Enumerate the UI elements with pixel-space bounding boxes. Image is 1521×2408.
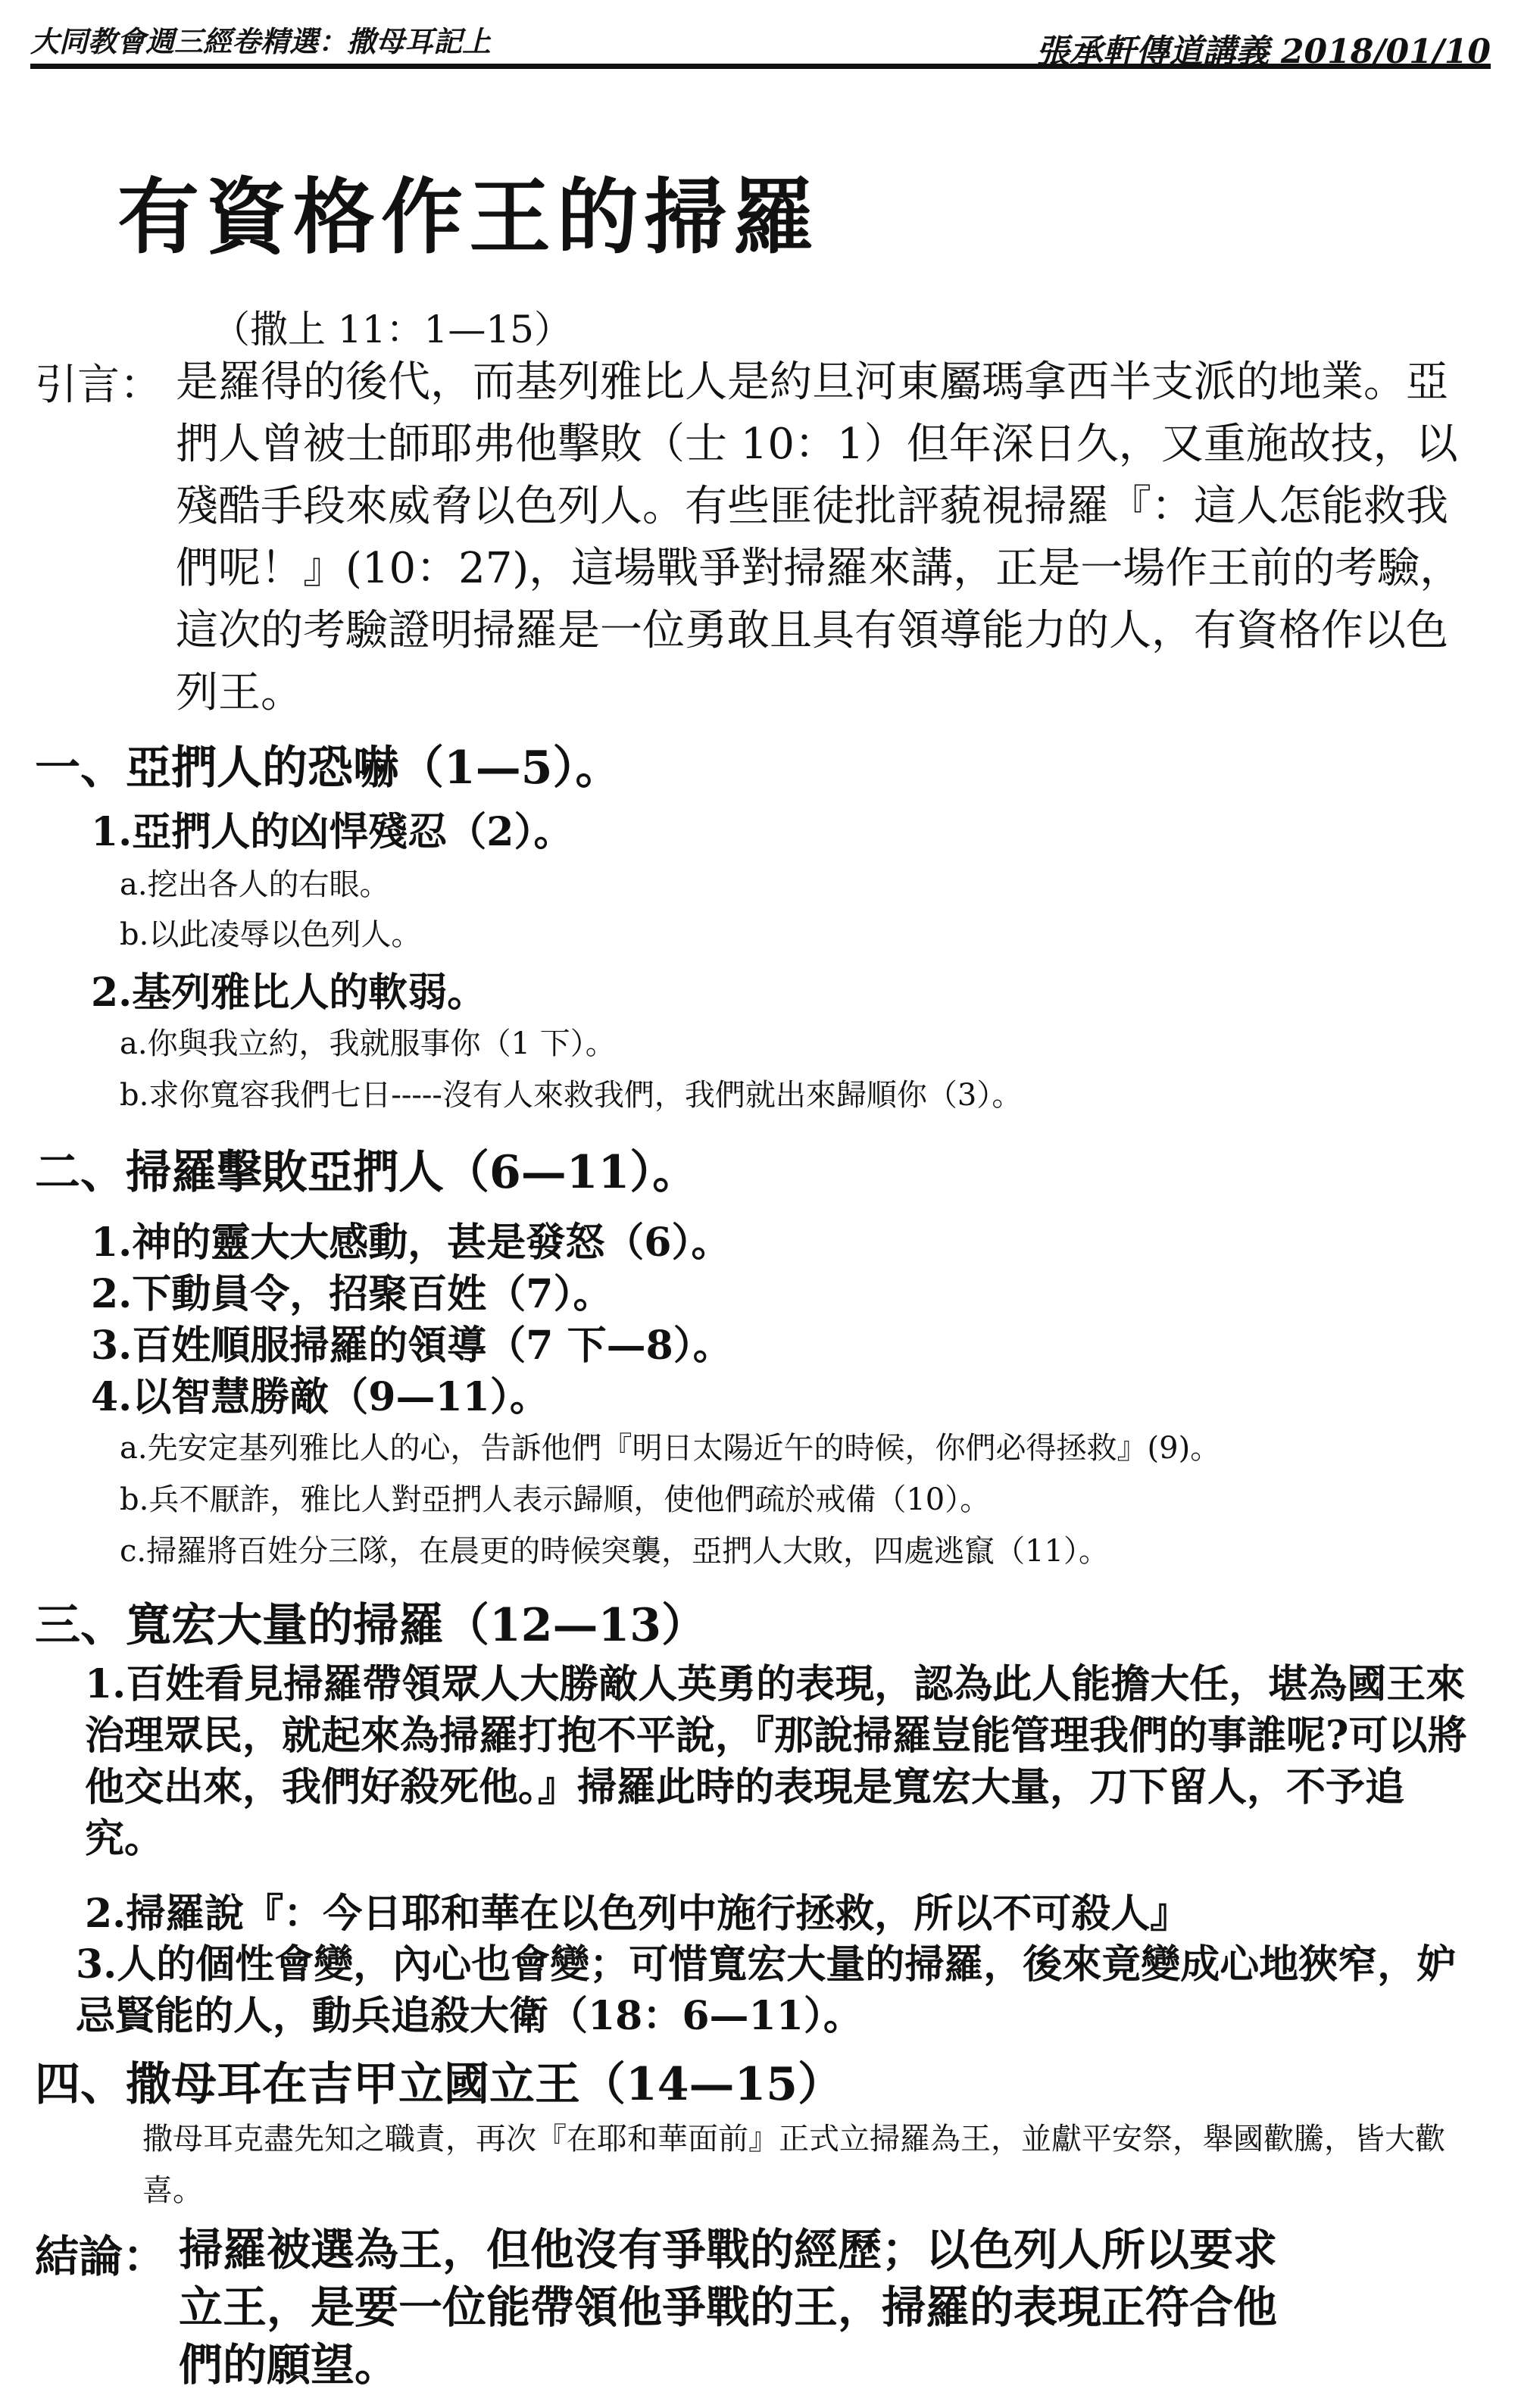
intro-label: 引言： [35, 361, 162, 410]
intro-text: 是羅得的後代，而基列雅比人是約旦河東屬瑪拿西半支派的地業。亞捫人曾被士師耶弗他擊敗（士 10：1）但年深日久，又重施故技，以殘酷手段來威脅以色列人。有些匪徒批評藐視掃羅『：這人怎能救我們呢！』(10：27)，這場戰爭對掃羅來講，正是一場作王前的考驗，這次的考驗證明掃羅是一位勇敢且具有領導能力的人，有資格作以色列王。 [176, 358, 1463, 717]
section-2-point-4-item-a: a.先安定基列雅比人的心，告訴他們『明日太陽近午的時候，你們必得拯救』(9)。 [120, 1431, 1221, 1466]
section-2-point-4: 4.以智慧勝敵（9—11）。 [91, 1374, 549, 1420]
section-2-point-4-item-b: b.兵不厭詐，雅比人對亞捫人表示歸順，使他們疏於戒備（10）。 [120, 1482, 991, 1517]
scripture-reference: （撒上 11：1—15） [212, 308, 572, 351]
section-2-point-3: 3.百姓順服掃羅的領導（7 下—8）。 [91, 1323, 732, 1369]
header-right: 張承軒傳道講義 2018/01/10 [1035, 33, 1491, 71]
section-3-point-2: 2.掃羅說『：今日耶和華在以色列中施行拯救，所以不可殺人』 [85, 1891, 1190, 1937]
section-2-point-1: 1.神的靈大大感動，甚是發怒（6）。 [91, 1220, 731, 1266]
conclusion-text: 掃羅被選為王，但他沒有爭戰的經歷；以色列人所以要求立王，是要一位能帶領他爭戰的王，掃羅的表現正符合他們的願望。 [179, 2224, 1278, 2391]
section-2-heading: 二、掃羅擊敗亞捫人（6—11）。 [35, 1146, 698, 1199]
conclusion-label: 結論： [35, 2231, 167, 2282]
header-left: 大同教會週三經卷精選：撒母耳記上 [30, 24, 492, 58]
section-1-heading: 一、亞捫人的恐嚇（1—5）。 [35, 742, 621, 795]
page-header [30, 14, 1491, 69]
section-1-point-1: 1.亞捫人的凶悍殘忍（2）。 [91, 809, 573, 855]
section-3-point-1: 1.百姓看見掃羅帶領眾人大勝敵人英勇的表現，認為此人能擔大任，堪為國王來治理眾民，就起來為掃羅打抱不平說，『那說掃羅豈能管理我們的事誰呢?可以將他交出來，我們好殺死他。』掃羅此時的表現是寬宏大量，刀下留人，不予追究。 [85, 1661, 1467, 1862]
section-2-point-2: 2.下動員令，招聚百姓（7）。 [91, 1271, 613, 1317]
section-1-point-1-item-a: a.挖出各人的右眼。 [120, 867, 390, 902]
section-3-point-3: 3.人的個性會變，內心也會變；可惜寬宏大量的掃羅，後來竟變成心地狹窄，妒忌賢能的人，動兵追殺大衛（18：6—11）。 [76, 1941, 1457, 2039]
section-4-heading: 四、撒母耳在吉甲立國立王（14—15） [35, 2058, 843, 2111]
section-1-point-2-item-a: a.你與我立約，我就服事你（1 下）。 [120, 1026, 616, 1061]
page-title: 有資格作王的掃羅 [117, 170, 821, 265]
section-1-point-1-item-b: b.以此凌辱以色列人。 [120, 917, 422, 952]
section-1-point-2: 2.基列雅比人的軟弱。 [91, 970, 487, 1016]
section-1-point-2-item-b: b.求你寬容我們七日-----沒有人來救我們，我們就出來歸順你（3）。 [120, 1078, 1023, 1113]
section-3-heading: 三、寬宏大量的掃羅（12—13） [35, 1599, 707, 1652]
section-2-point-4-item-c: c.掃羅將百姓分三隊，在晨更的時候突襲，亞捫人大敗，四處逃竄（11）。 [120, 1534, 1110, 1569]
section-4-body: 撒母耳克盡先知之職責，再次『在耶和華面前』正式立掃羅為王，並獻平安祭，舉國歡騰，皆大歡喜。 [142, 2122, 1445, 2208]
